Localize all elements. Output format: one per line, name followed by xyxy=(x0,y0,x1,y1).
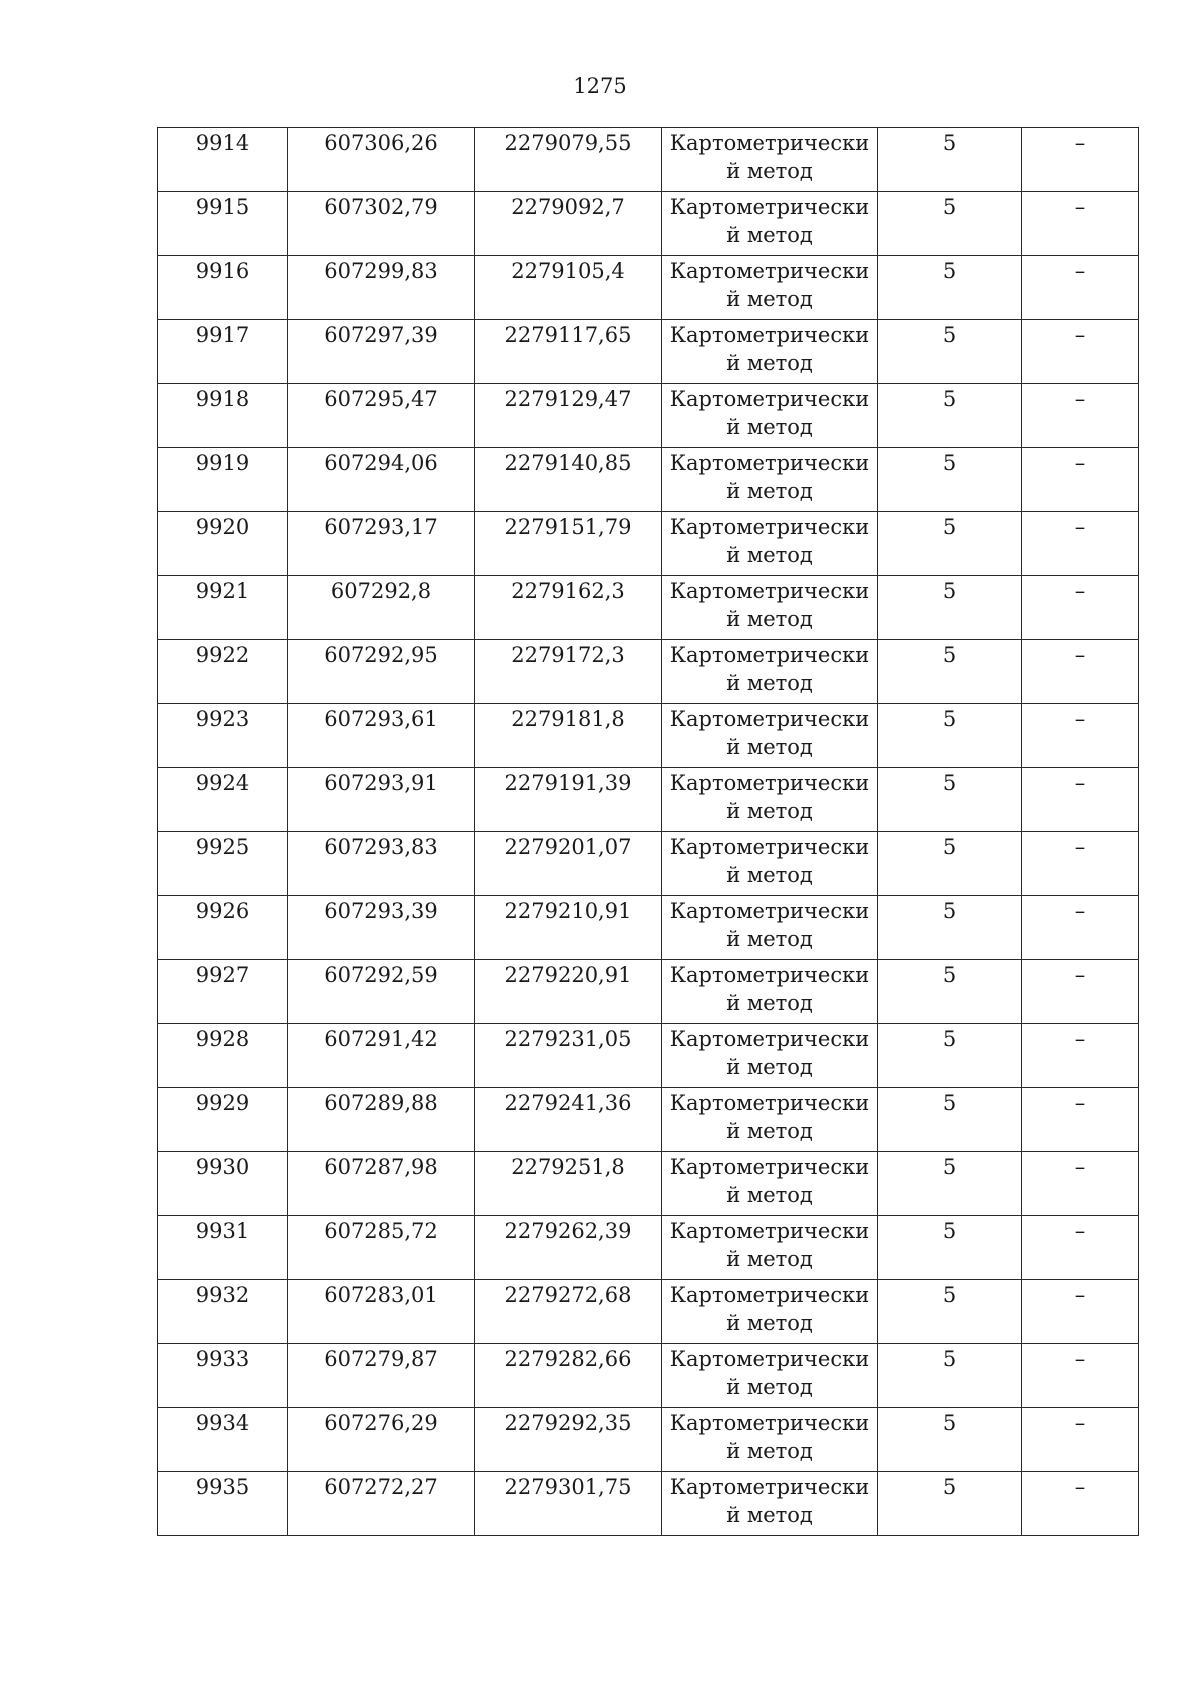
y-coordinate-cell: 2279282,66 xyxy=(475,1344,662,1408)
method-cell xyxy=(662,256,878,320)
y-coordinate-cell: 2279105,4 xyxy=(475,256,662,320)
point-number-cell: 9923 xyxy=(158,704,288,768)
note-cell: – xyxy=(1022,192,1139,256)
table-row xyxy=(158,1408,1139,1472)
point-number-cell: 9934 xyxy=(158,1408,288,1472)
method-cell xyxy=(662,320,878,384)
note-cell: – xyxy=(1022,448,1139,512)
note-cell: – xyxy=(1022,320,1139,384)
y-coordinate-cell: 2279301,75 xyxy=(475,1472,662,1536)
y-coordinate-cell: 2279117,65 xyxy=(475,320,662,384)
coordinates-table xyxy=(157,127,1139,1536)
y-coordinate-cell: 2279151,79 xyxy=(475,512,662,576)
table-row xyxy=(158,448,1139,512)
table-row xyxy=(158,1152,1139,1216)
method-cell xyxy=(662,1216,878,1280)
note-cell: – xyxy=(1022,640,1139,704)
note-cell: – xyxy=(1022,384,1139,448)
point-number-cell: 9928 xyxy=(158,1024,288,1088)
x-coordinate-cell: 607289,88 xyxy=(288,1088,475,1152)
method-line-1: Картометрически xyxy=(669,835,870,859)
table-row xyxy=(158,1216,1139,1280)
method-cell xyxy=(662,448,878,512)
accuracy-cell: 5 xyxy=(878,256,1022,320)
method-line-1: Картометрически xyxy=(669,323,870,347)
method-line-1: Картометрически xyxy=(669,643,870,667)
table-row xyxy=(158,1472,1139,1536)
accuracy-cell: 5 xyxy=(878,768,1022,832)
table-row xyxy=(158,1344,1139,1408)
y-coordinate-cell: 2279241,36 xyxy=(475,1088,662,1152)
note-cell: – xyxy=(1022,960,1139,1024)
x-coordinate-cell: 607297,39 xyxy=(288,320,475,384)
note-cell: – xyxy=(1022,1024,1139,1088)
method-line-1: Картометрически xyxy=(669,259,870,283)
method-cell xyxy=(662,192,878,256)
accuracy-cell: 5 xyxy=(878,640,1022,704)
method-cell xyxy=(662,704,878,768)
note-cell: – xyxy=(1022,1280,1139,1344)
accuracy-cell: 5 xyxy=(878,1408,1022,1472)
method-cell xyxy=(662,1344,878,1408)
note-cell: – xyxy=(1022,768,1139,832)
table-row xyxy=(158,896,1139,960)
method-line-2: й метод xyxy=(726,927,813,951)
table-row xyxy=(158,640,1139,704)
method-line-2: й метод xyxy=(726,671,813,695)
table-row xyxy=(158,704,1139,768)
x-coordinate-cell: 607306,26 xyxy=(288,128,475,192)
accuracy-cell: 5 xyxy=(878,576,1022,640)
point-number-cell: 9935 xyxy=(158,1472,288,1536)
accuracy-cell: 5 xyxy=(878,1280,1022,1344)
point-number-cell: 9914 xyxy=(158,128,288,192)
table-row xyxy=(158,832,1139,896)
x-coordinate-cell: 607292,95 xyxy=(288,640,475,704)
method-line-1: Картометрически xyxy=(669,515,870,539)
x-coordinate-cell: 607272,27 xyxy=(288,1472,475,1536)
note-cell: – xyxy=(1022,128,1139,192)
x-coordinate-cell: 607293,39 xyxy=(288,896,475,960)
accuracy-cell: 5 xyxy=(878,1216,1022,1280)
method-line-2: й метод xyxy=(726,735,813,759)
table-row xyxy=(158,128,1139,192)
accuracy-cell: 5 xyxy=(878,320,1022,384)
method-line-2: й метод xyxy=(726,1183,813,1207)
method-cell xyxy=(662,896,878,960)
table-row xyxy=(158,1280,1139,1344)
page-number: 1275 xyxy=(573,74,627,98)
method-line-1: Картометрически xyxy=(669,1411,870,1435)
point-number-cell: 9921 xyxy=(158,576,288,640)
method-line-2: й метод xyxy=(726,607,813,631)
point-number-cell: 9915 xyxy=(158,192,288,256)
point-number-cell: 9927 xyxy=(158,960,288,1024)
y-coordinate-cell: 2279251,8 xyxy=(475,1152,662,1216)
accuracy-cell: 5 xyxy=(878,448,1022,512)
accuracy-cell: 5 xyxy=(878,1472,1022,1536)
method-cell xyxy=(662,1152,878,1216)
accuracy-cell: 5 xyxy=(878,704,1022,768)
point-number-cell: 9918 xyxy=(158,384,288,448)
x-coordinate-cell: 607285,72 xyxy=(288,1216,475,1280)
method-line-1: Картометрически xyxy=(669,1091,870,1115)
table-row xyxy=(158,512,1139,576)
method-line-2: й метод xyxy=(726,479,813,503)
method-cell xyxy=(662,1024,878,1088)
y-coordinate-cell: 2279092,7 xyxy=(475,192,662,256)
method-line-2: й метод xyxy=(726,1119,813,1143)
x-coordinate-cell: 607293,61 xyxy=(288,704,475,768)
method-line-1: Картометрически xyxy=(669,899,870,923)
method-line-1: Картометрически xyxy=(669,195,870,219)
table-row xyxy=(158,960,1139,1024)
accuracy-cell: 5 xyxy=(878,1088,1022,1152)
point-number-cell: 9922 xyxy=(158,640,288,704)
accuracy-cell: 5 xyxy=(878,192,1022,256)
point-number-cell: 9924 xyxy=(158,768,288,832)
point-number-cell: 9917 xyxy=(158,320,288,384)
method-cell xyxy=(662,1472,878,1536)
x-coordinate-cell: 607291,42 xyxy=(288,1024,475,1088)
note-cell: – xyxy=(1022,256,1139,320)
method-line-1: Картометрически xyxy=(669,1475,870,1499)
accuracy-cell: 5 xyxy=(878,1152,1022,1216)
table-row xyxy=(158,1088,1139,1152)
accuracy-cell: 5 xyxy=(878,384,1022,448)
method-cell xyxy=(662,1408,878,1472)
method-line-2: й метод xyxy=(726,1055,813,1079)
note-cell: – xyxy=(1022,1152,1139,1216)
method-line-2: й метод xyxy=(726,543,813,567)
method-line-1: Картометрически xyxy=(669,1347,870,1371)
accuracy-cell: 5 xyxy=(878,1344,1022,1408)
method-line-2: й метод xyxy=(726,1311,813,1335)
method-cell xyxy=(662,576,878,640)
point-number-cell: 9930 xyxy=(158,1152,288,1216)
table-row xyxy=(158,192,1139,256)
note-cell: – xyxy=(1022,576,1139,640)
point-number-cell: 9931 xyxy=(158,1216,288,1280)
method-cell xyxy=(662,960,878,1024)
note-cell: – xyxy=(1022,1408,1139,1472)
x-coordinate-cell: 607302,79 xyxy=(288,192,475,256)
y-coordinate-cell: 2279292,35 xyxy=(475,1408,662,1472)
method-line-2: й метод xyxy=(726,415,813,439)
method-line-1: Картометрически xyxy=(669,963,870,987)
note-cell: – xyxy=(1022,704,1139,768)
accuracy-cell: 5 xyxy=(878,960,1022,1024)
note-cell: – xyxy=(1022,896,1139,960)
point-number-cell: 9932 xyxy=(158,1280,288,1344)
y-coordinate-cell: 2279262,39 xyxy=(475,1216,662,1280)
method-line-1: Картометрически xyxy=(669,1027,870,1051)
y-coordinate-cell: 2279231,05 xyxy=(475,1024,662,1088)
y-coordinate-cell: 2279079,55 xyxy=(475,128,662,192)
point-number-cell: 9925 xyxy=(158,832,288,896)
method-line-1: Картометрически xyxy=(669,451,870,475)
method-cell xyxy=(662,1088,878,1152)
method-line-2: й метод xyxy=(726,1247,813,1271)
point-number-cell: 9929 xyxy=(158,1088,288,1152)
y-coordinate-cell: 2279210,91 xyxy=(475,896,662,960)
point-number-cell: 9933 xyxy=(158,1344,288,1408)
x-coordinate-cell: 607292,59 xyxy=(288,960,475,1024)
point-number-cell: 9916 xyxy=(158,256,288,320)
method-cell xyxy=(662,640,878,704)
y-coordinate-cell: 2279172,3 xyxy=(475,640,662,704)
note-cell: – xyxy=(1022,832,1139,896)
accuracy-cell: 5 xyxy=(878,128,1022,192)
coordinates-table-body xyxy=(158,128,1139,1536)
x-coordinate-cell: 607283,01 xyxy=(288,1280,475,1344)
table-row xyxy=(158,320,1139,384)
table-row xyxy=(158,384,1139,448)
y-coordinate-cell: 2279181,8 xyxy=(475,704,662,768)
table-row xyxy=(158,768,1139,832)
y-coordinate-cell: 2279162,3 xyxy=(475,576,662,640)
method-cell xyxy=(662,1280,878,1344)
method-line-2: й метод xyxy=(726,799,813,823)
y-coordinate-cell: 2279129,47 xyxy=(475,384,662,448)
method-line-1: Картометрически xyxy=(669,579,870,603)
method-cell xyxy=(662,768,878,832)
method-line-2: й метод xyxy=(726,1439,813,1463)
method-line-1: Картометрически xyxy=(669,1155,870,1179)
note-cell: – xyxy=(1022,1216,1139,1280)
method-line-1: Картометрически xyxy=(669,1219,870,1243)
y-coordinate-cell: 2279220,91 xyxy=(475,960,662,1024)
method-line-2: й метод xyxy=(726,159,813,183)
method-line-2: й метод xyxy=(726,991,813,1015)
method-line-2: й метод xyxy=(726,287,813,311)
method-line-2: й метод xyxy=(726,1503,813,1527)
accuracy-cell: 5 xyxy=(878,896,1022,960)
y-coordinate-cell: 2279201,07 xyxy=(475,832,662,896)
method-cell xyxy=(662,384,878,448)
x-coordinate-cell: 607294,06 xyxy=(288,448,475,512)
note-cell: – xyxy=(1022,512,1139,576)
table-row xyxy=(158,576,1139,640)
y-coordinate-cell: 2279272,68 xyxy=(475,1280,662,1344)
method-line-1: Картометрически xyxy=(669,707,870,731)
point-number-cell: 9919 xyxy=(158,448,288,512)
y-coordinate-cell: 2279191,39 xyxy=(475,768,662,832)
accuracy-cell: 5 xyxy=(878,1024,1022,1088)
y-coordinate-cell: 2279140,85 xyxy=(475,448,662,512)
accuracy-cell: 5 xyxy=(878,832,1022,896)
accuracy-cell: 5 xyxy=(878,512,1022,576)
note-cell: – xyxy=(1022,1472,1139,1536)
x-coordinate-cell: 607293,17 xyxy=(288,512,475,576)
method-line-1: Картометрически xyxy=(669,1283,870,1307)
x-coordinate-cell: 607292,8 xyxy=(288,576,475,640)
point-number-cell: 9926 xyxy=(158,896,288,960)
x-coordinate-cell: 607293,83 xyxy=(288,832,475,896)
method-line-2: й метод xyxy=(726,223,813,247)
method-line-2: й метод xyxy=(726,863,813,887)
x-coordinate-cell: 607299,83 xyxy=(288,256,475,320)
method-line-1: Картометрически xyxy=(669,387,870,411)
method-line-2: й метод xyxy=(726,351,813,375)
table-row xyxy=(158,1024,1139,1088)
method-cell xyxy=(662,128,878,192)
note-cell: – xyxy=(1022,1088,1139,1152)
method-cell xyxy=(662,512,878,576)
note-cell: – xyxy=(1022,1344,1139,1408)
x-coordinate-cell: 607295,47 xyxy=(288,384,475,448)
method-line-1: Картометрически xyxy=(669,771,870,795)
x-coordinate-cell: 607279,87 xyxy=(288,1344,475,1408)
method-line-2: й метод xyxy=(726,1375,813,1399)
x-coordinate-cell: 607276,29 xyxy=(288,1408,475,1472)
x-coordinate-cell: 607293,91 xyxy=(288,768,475,832)
method-cell xyxy=(662,832,878,896)
table-row xyxy=(158,256,1139,320)
point-number-cell: 9920 xyxy=(158,512,288,576)
method-line-1: Картометрически xyxy=(669,131,870,155)
x-coordinate-cell: 607287,98 xyxy=(288,1152,475,1216)
